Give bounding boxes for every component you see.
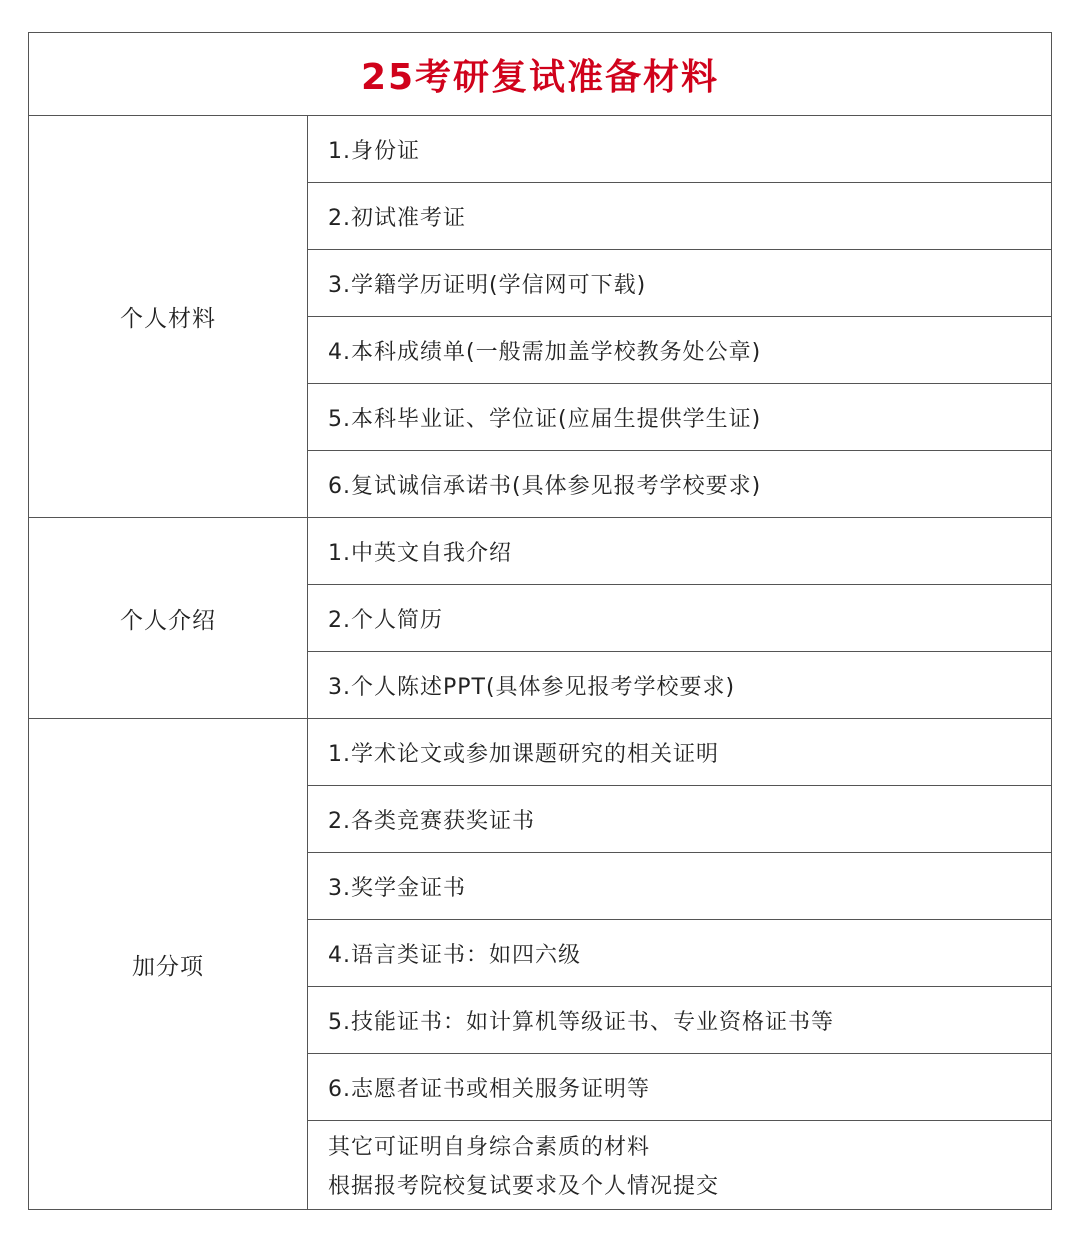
list-item: 5.技能证书：如计算机等级证书、专业资格证书等 xyxy=(308,987,1051,1054)
section-personal-intro xyxy=(29,518,1051,719)
list-item: 6.复试诚信承诺书(具体参见报考学校要求) xyxy=(328,474,762,499)
section-items xyxy=(308,518,1051,718)
list-item: 6.志愿者证书或相关服务证明等 xyxy=(308,1054,1051,1121)
section-items xyxy=(308,116,1051,517)
section-label: 个人介绍 xyxy=(29,518,308,718)
page-title: 25考研复试准备材料 xyxy=(360,56,720,98)
section-items xyxy=(308,719,1051,1209)
section-label: 个人材料 xyxy=(29,116,308,517)
list-item: 1.学术论文或参加课题研究的相关证明 xyxy=(308,719,1051,786)
list-item: 3.学籍学历证明(学信网可下载) xyxy=(308,250,1051,317)
list-item: 1.中英文自我介绍 xyxy=(308,518,1051,585)
list-item: 1.身份证 xyxy=(308,116,1051,183)
list-item: 5.本科毕业证、学位证(应届生提供学生证) xyxy=(308,384,1051,451)
section-label: 加分项 xyxy=(29,719,308,1209)
note-item xyxy=(308,1121,1051,1209)
section-bonus-items xyxy=(29,719,1051,1209)
list-item: 2.个人简历 xyxy=(308,585,1051,652)
list-item: 2.初试准考证 xyxy=(308,183,1051,250)
title-row xyxy=(29,33,1051,116)
note-line: 根据报考院校复试要求及个人情况提交 xyxy=(328,1174,720,1199)
list-item: 4.本科成绩单(一般需加盖学校教务处公章) xyxy=(308,317,1051,384)
section-personal-materials xyxy=(29,116,1051,518)
list-item: 2.各类竞赛获奖证书 xyxy=(308,786,1051,853)
materials-table xyxy=(28,32,1052,1210)
list-item: 4.语言类证书：如四六级 xyxy=(308,920,1051,987)
list-item: 3.奖学金证书 xyxy=(308,853,1051,920)
note-line: 其它可证明自身综合素质的材料 xyxy=(328,1135,651,1160)
list-item: 3.个人陈述PPT(具体参见报考学校要求) xyxy=(328,675,736,700)
